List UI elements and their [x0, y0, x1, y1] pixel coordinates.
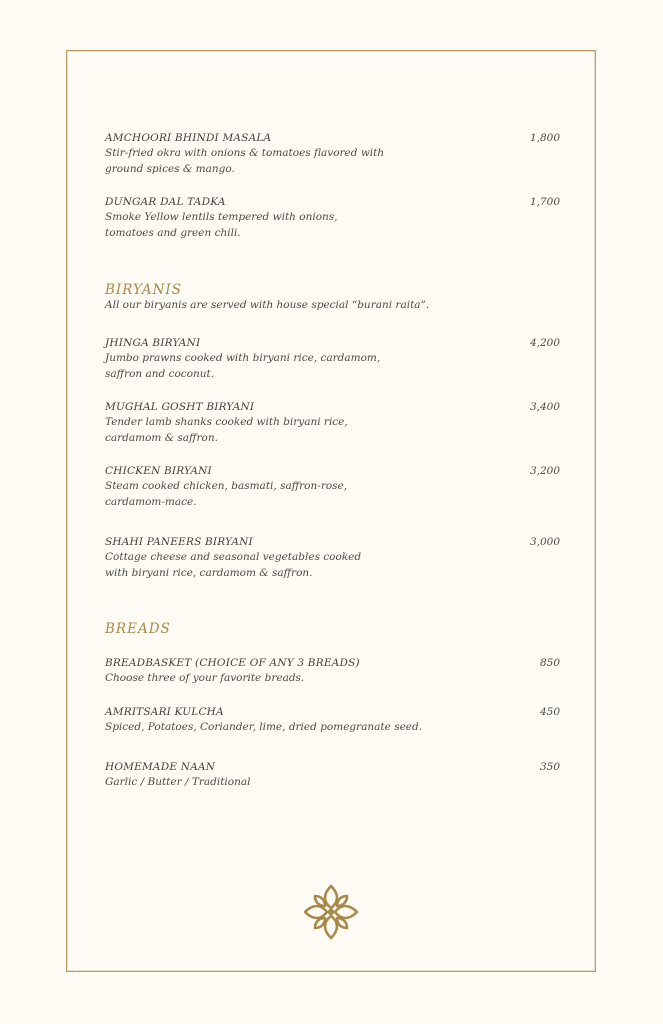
menu-item-price: 450 — [539, 706, 560, 718]
menu-item — [105, 131, 560, 177]
section-title-breads: BREADS — [105, 621, 171, 637]
menu-item-description: Garlic / Butter / Traditional — [105, 776, 251, 788]
section-note: All our biryanis are served with house special “burani raita”. — [105, 299, 430, 311]
menu-item — [105, 464, 560, 510]
menu-item-description: Cottage cheese and seasonal vegetables cooked with biryani rice, cardamom & saffron. — [105, 551, 362, 579]
menu-item-name: JHINGA BIRYANI — [105, 337, 201, 349]
menu-item-name: HOMEMADE NAAN — [105, 761, 216, 773]
menu-item-price: 3,400 — [529, 401, 560, 413]
section-title-biryanis: BIRYANIS — [105, 282, 183, 298]
menu-item-price: 1,800 — [529, 132, 560, 144]
menu-item-description: Smoke Yellow lentils tempered with onions, tomatoes and green chili. — [105, 211, 338, 239]
menu-item — [105, 195, 560, 241]
menu-item-description: Choose three of your favorite breads. — [105, 672, 305, 684]
menu-item-description: Stir-fried okra with onions & tomatoes flavored with ground spices & mango. — [105, 147, 385, 175]
menu-item — [105, 336, 560, 382]
menu-item-price: 350 — [539, 761, 560, 773]
menu-item — [105, 535, 560, 581]
menu-item-name: AMCHOORI BHINDI MASALA — [105, 132, 272, 144]
menu-item-description: Spiced, Potatoes, Coriander, lime, dried pomegranate seed. — [105, 721, 423, 733]
ornamental-lotus-logo-icon — [301, 882, 361, 942]
menu-item — [105, 705, 560, 736]
menu-item-price: 3,000 — [529, 536, 560, 548]
menu-item-name: BREADBASKET (CHOICE OF ANY 3 BREADS) — [105, 657, 360, 669]
menu-item-price: 850 — [539, 657, 560, 669]
menu-item — [105, 400, 560, 446]
menu-item-name: AMRITSARI KULCHA — [105, 706, 224, 718]
menu-item-description: Jumbo prawns cooked with biryani rice, cardamom, saffron and coconut. — [105, 352, 381, 380]
menu-item-price: 4,200 — [529, 337, 560, 349]
menu-item-price: 1,700 — [529, 196, 560, 208]
menu-item-name: DUNGAR DAL TADKA — [105, 196, 226, 208]
menu-item-description: Tender lamb shanks cooked with biryani rice, cardamom & saffron. — [105, 416, 348, 444]
menu-item — [105, 656, 560, 687]
menu-item-description: Steam cooked chicken, basmati, saffron-rose, cardamom-mace. — [105, 480, 348, 508]
menu-item-name: MUGHAL GOSHT BIRYANI — [105, 401, 255, 413]
menu-item — [105, 760, 560, 791]
menu-item-name: SHAHI PANEERS BIRYANI — [105, 536, 253, 548]
menu-border-frame — [66, 50, 596, 972]
menu-item-name: CHICKEN BIRYANI — [105, 465, 212, 477]
menu-item-price: 3,200 — [529, 465, 560, 477]
